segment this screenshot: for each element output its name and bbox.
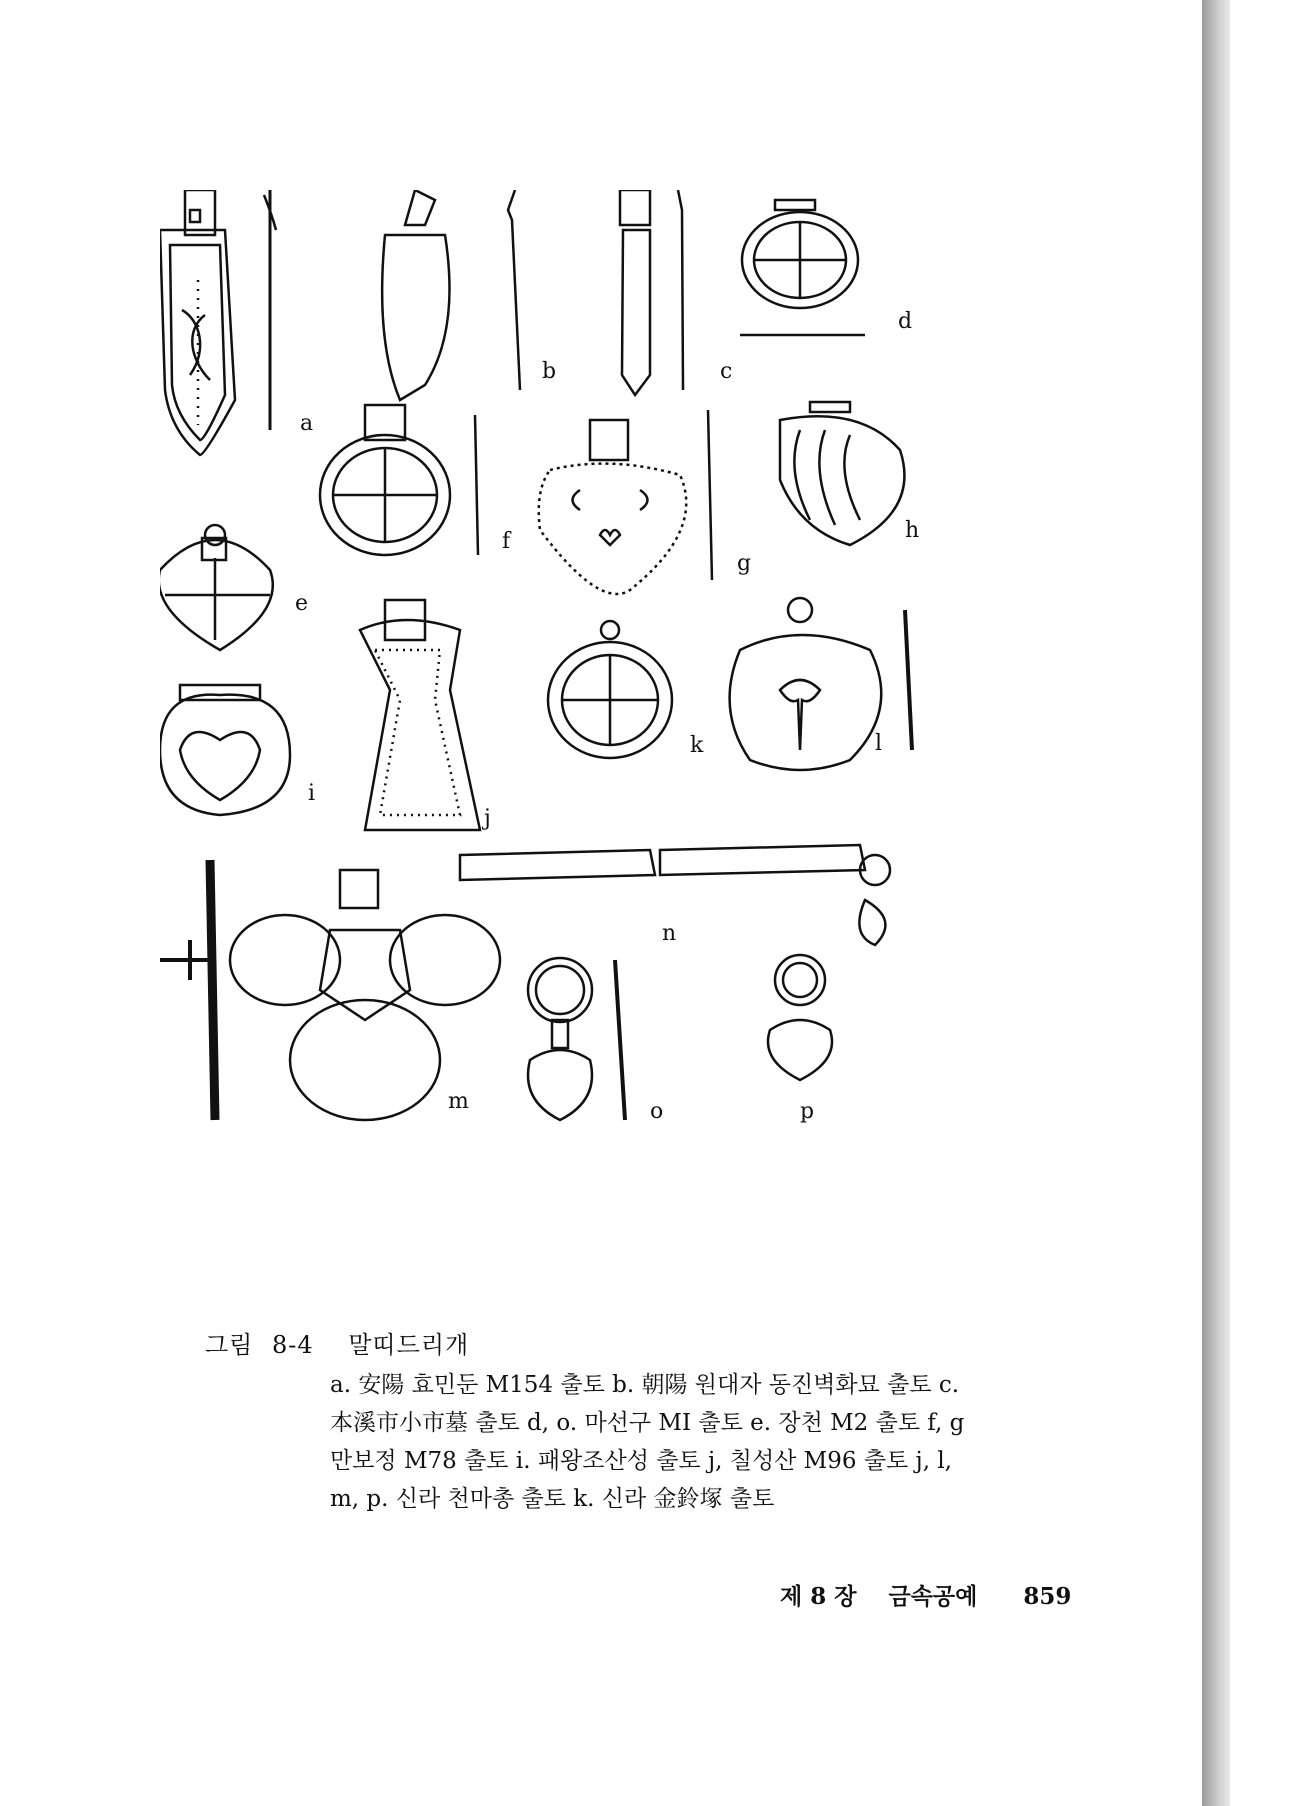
plate-label-h: h	[905, 518, 920, 543]
plate-label-i: i	[308, 781, 316, 806]
caption-line: a. 安陽 효민둔 M154 출토 b. 朝陽 원대자 동진벽화묘 출토 c.	[330, 1372, 960, 1398]
artifact-i	[160, 685, 290, 815]
artifact-e	[160, 525, 273, 650]
figure-title-text: 말띠드리개	[348, 1331, 470, 1359]
page-footer	[780, 1578, 1071, 1611]
plate-label-e: e	[295, 591, 309, 616]
artifact-a	[160, 190, 276, 455]
artifact-f	[320, 405, 478, 555]
footer-chapter: 제 8 장	[780, 1583, 857, 1610]
plate-label-d: d	[898, 309, 913, 334]
artifact-g	[539, 410, 712, 594]
plate-label-g: g	[737, 551, 752, 576]
plate-label-l: l	[875, 731, 883, 756]
figure-title	[205, 1325, 469, 1360]
artifact-m	[160, 860, 500, 1120]
figure-plate	[160, 190, 1090, 1300]
artifact-l	[730, 598, 912, 770]
plate-label-k: k	[690, 733, 704, 758]
artifact-h	[780, 402, 904, 545]
caption-line: 本溪市小市墓 출토 d, o. 마선구 MI 출토 e. 장천 M2 출토 f, g	[330, 1410, 965, 1436]
artifact-c	[620, 190, 683, 395]
caption-line: 만보정 M78 출토 i. 패왕조산성 출토 j, 칠성산 M96 출토 j, l,	[330, 1448, 952, 1474]
figure-caption	[330, 1366, 1065, 1518]
caption-line: m, p. 신라 천마총 출토 k. 신라 金鈴塚 출토	[330, 1486, 775, 1512]
plate-label-f: f	[502, 529, 511, 554]
page-number: 859	[1023, 1583, 1072, 1610]
artifact-p	[768, 955, 832, 1080]
artifact-d	[740, 200, 865, 335]
plate-label-o: o	[650, 1099, 664, 1124]
footer-section: 금속공예	[888, 1583, 978, 1610]
plate-label-b: b	[542, 359, 557, 384]
plate-label-p: p	[800, 1099, 815, 1124]
plate-label-m: m	[448, 1089, 469, 1114]
figure-title-label: 그림	[205, 1331, 254, 1359]
figure-title-number: 8-4	[272, 1331, 314, 1359]
artifact-o	[528, 958, 625, 1120]
artifact-k	[548, 621, 672, 758]
plate-label-c: c	[720, 359, 733, 384]
plate-label-n: n	[662, 921, 677, 946]
page-edge-shadow	[1202, 0, 1230, 1806]
artifact-j	[360, 600, 480, 830]
plate-label-j: j	[484, 806, 491, 831]
artifact-b	[382, 190, 520, 400]
plate-label-a: a	[300, 411, 314, 436]
